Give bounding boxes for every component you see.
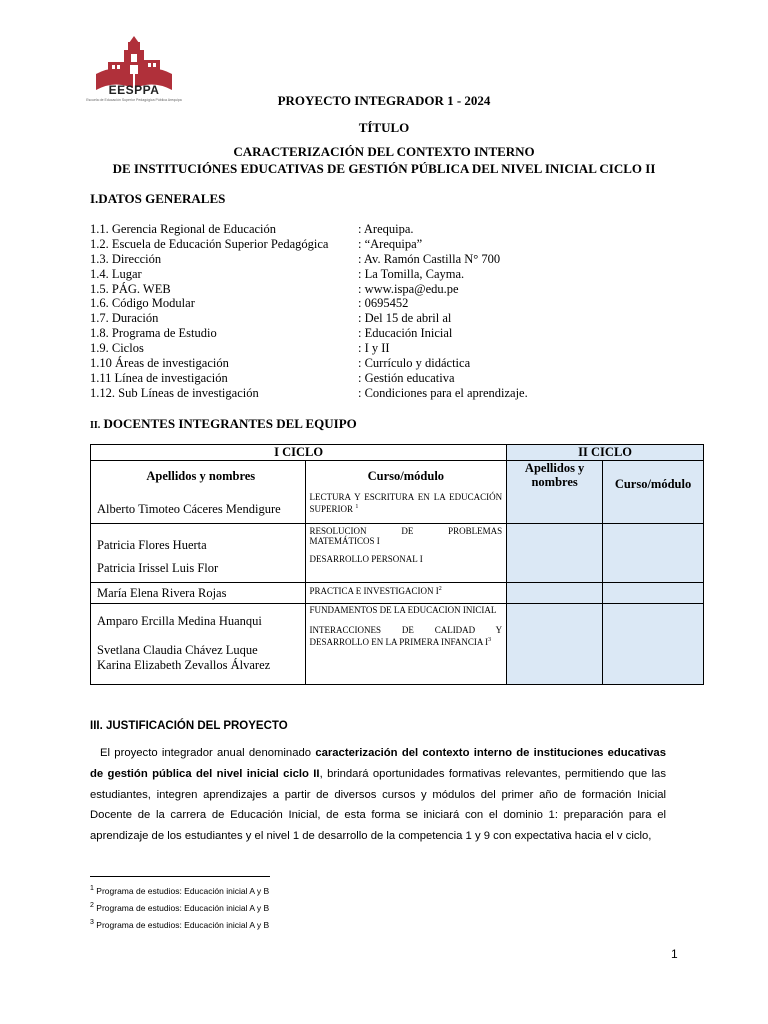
footnote: $^3$ Programa de estudios: Educación inicial A y B — [90, 919, 270, 930]
justification-paragraph: El proyecto integrador anual denominado caracterización del contexto interno de instituciones educativas de gestión pública del nivel inicial ciclo II, brindará oportunidades formativas relevantes, permitiendo que las estudiantes, integren aprendizajes a partir de diversos cursos y módulos del primer año de formación Inicial Docente de la carrera de Educación Inicial, de esta forma se iniciará con el dominio 1: preparación para el aprendizaje de los estudiantes y el nivel 1 de desarrollo de la competencia 1 y 9 con expectativa hacia el v ciclo, — [90, 747, 666, 843]
section-2-heading — [90, 416, 357, 432]
row-value: : Educación Inicial — [358, 326, 453, 341]
course-cell — [305, 461, 507, 524]
footnote: $^2$ Programa de estudios: Educación inicial A y B — [90, 902, 270, 913]
project-title: PROYECTO INTEGRADOR 1 - 2024 — [277, 93, 491, 108]
table-header-row — [91, 445, 704, 461]
empty-cell — [507, 604, 603, 685]
row-value: : 0695452 — [358, 296, 409, 311]
row-label: 1.7. Duración — [90, 311, 159, 326]
table-row — [91, 604, 704, 685]
general-data-row — [90, 267, 690, 282]
teacher-cell — [91, 524, 306, 583]
cycle-2-header: II CICLO — [507, 445, 704, 461]
general-data-row — [90, 326, 690, 341]
section-3-heading: III. JUSTIFICACIÓN DEL PROYECTO — [90, 720, 288, 732]
general-data-row — [90, 237, 690, 252]
empty-cell — [603, 604, 704, 685]
row-label: 1.3. Dirección — [90, 251, 162, 266]
teacher-name: María Elena Rivera Rojas — [97, 586, 227, 600]
table-row — [91, 583, 704, 604]
row-label: 1.8. Programa de Estudio — [90, 326, 217, 341]
course-cell — [305, 583, 507, 604]
row-label: 1.4. Lugar — [90, 266, 142, 281]
row-label: 1.5. PÁG. WEB — [90, 281, 171, 296]
title-line-1: CARACTERIZACIÓN DEL CONTEXTO INTERNO — [233, 144, 535, 159]
row-label: 1.12. Sub Líneas de investigación — [90, 385, 259, 400]
course-name: DESARROLLO PERSONAL I — [309, 554, 423, 564]
col-names2-header: Apellidos y nombres — [507, 461, 603, 524]
team-table — [90, 444, 704, 685]
row-value: : Arequipa. — [358, 222, 414, 236]
website-value[interactable]: : www.ispa@edu.pe — [358, 281, 459, 296]
teacher-cell — [91, 583, 306, 604]
col-course2-header: Curso/módulo — [603, 461, 704, 524]
course-name: PRACTICA E INVESTIGACION $I^2$ — [309, 586, 442, 596]
row-value: : I y II — [358, 341, 390, 356]
general-data-row — [90, 252, 690, 267]
row-label: 1.10 Áreas de investigación — [90, 356, 229, 371]
footnote: $^1$ Programa de estudios: Educación inicial A y B — [90, 885, 270, 896]
empty-cell — [507, 583, 603, 604]
teacher-name: Alberto Timoteo Cáceres Mendigure — [97, 502, 281, 516]
general-data-row — [90, 222, 690, 237]
table-row — [91, 524, 704, 583]
empty-cell — [603, 583, 704, 604]
general-data-row — [90, 311, 690, 326]
teacher-name: Amparo Ercilla Medina Huanqui — [97, 614, 262, 628]
general-data-list — [90, 222, 690, 401]
teacher-name: Karina Elizabeth Zevallos Álvarez — [97, 658, 271, 672]
general-data-row — [90, 371, 690, 386]
row-value: : La Tomilla, Cayma. — [358, 266, 465, 281]
course-name: FUNDAMENTOS DE LA EDUCACION INICIAL — [309, 605, 497, 615]
footnote-divider — [90, 876, 270, 877]
row-value: : Gestión educativa — [358, 370, 455, 385]
empty-cell — [603, 524, 704, 583]
title-line-2: DE INSTITUCIÓNES EDUCATIVAS DE GESTIÓN PÚBLICA DEL NIVEL INICIAL CICLO II — [112, 161, 656, 176]
teacher-name: Patricia Flores Huerta — [97, 538, 207, 552]
row-value: : Currículo y didáctica — [358, 356, 471, 371]
general-data-row — [90, 282, 690, 297]
row-label: 1.1. Gerencia Regional de Educación — [90, 222, 277, 236]
col-course-header: Curso/módulo — [367, 469, 445, 483]
page-number: 1 — [671, 947, 678, 961]
section-1-heading: I.DATOS GENERALES — [90, 191, 226, 206]
teacher-cell — [91, 461, 306, 524]
row-value: : Del 15 de abril al — [358, 311, 452, 326]
row-label: 1.11 Línea de investigación — [90, 370, 228, 385]
general-data-row — [90, 386, 690, 401]
teacher-name: Svetlana Claudia Chávez Luque — [97, 643, 258, 657]
teacher-name: Patricia Irissel Luis Flor — [97, 561, 219, 575]
teacher-cell — [91, 604, 306, 685]
course-cell — [305, 604, 507, 685]
course-cell — [305, 524, 507, 583]
general-data-row — [90, 341, 690, 356]
row-label: 1.2. Escuela de Educación Superior Pedagógica — [90, 236, 329, 251]
row-label: 1.6. Código Modular — [90, 296, 195, 311]
general-data-row — [90, 296, 690, 311]
row-value: : Condiciones para el aprendizaje. — [358, 385, 528, 400]
section-2-title: DOCENTES INTEGRANTES DEL EQUIPO — [103, 416, 357, 431]
course-name: RESOLUCION DE PROBLEMAS MATEMÁTICOS I — [309, 526, 503, 546]
row-label: 1.9. Ciclos — [90, 341, 144, 356]
cycle-1-header: I CICLO — [91, 445, 507, 461]
row-value: : “Arequipa” — [358, 236, 423, 251]
logo-wordmark: EESPPA — [108, 83, 160, 97]
col-names-header: Apellidos y nombres — [146, 469, 256, 483]
course-name: INTERACCIONES DE CALIDAD Y DESARROLLO EN LA PRIMERA INFANCIA $I^3$ — [309, 625, 503, 647]
section-2-number: II. — [90, 420, 101, 431]
table-row — [91, 461, 704, 524]
general-data-row — [90, 356, 690, 371]
course-name: LECTURA Y ESCRITURA EN LA EDUCACIÓN SUPERIOR $^1$ — [309, 492, 503, 514]
title-label: TÍTULO — [358, 120, 410, 135]
row-value: : Av. Ramón Castilla N° 700 — [358, 251, 501, 266]
logo-subtitle: Escuela de Educación Superior Pedagógica Pública Arequipa — [86, 98, 182, 102]
empty-cell — [507, 524, 603, 583]
